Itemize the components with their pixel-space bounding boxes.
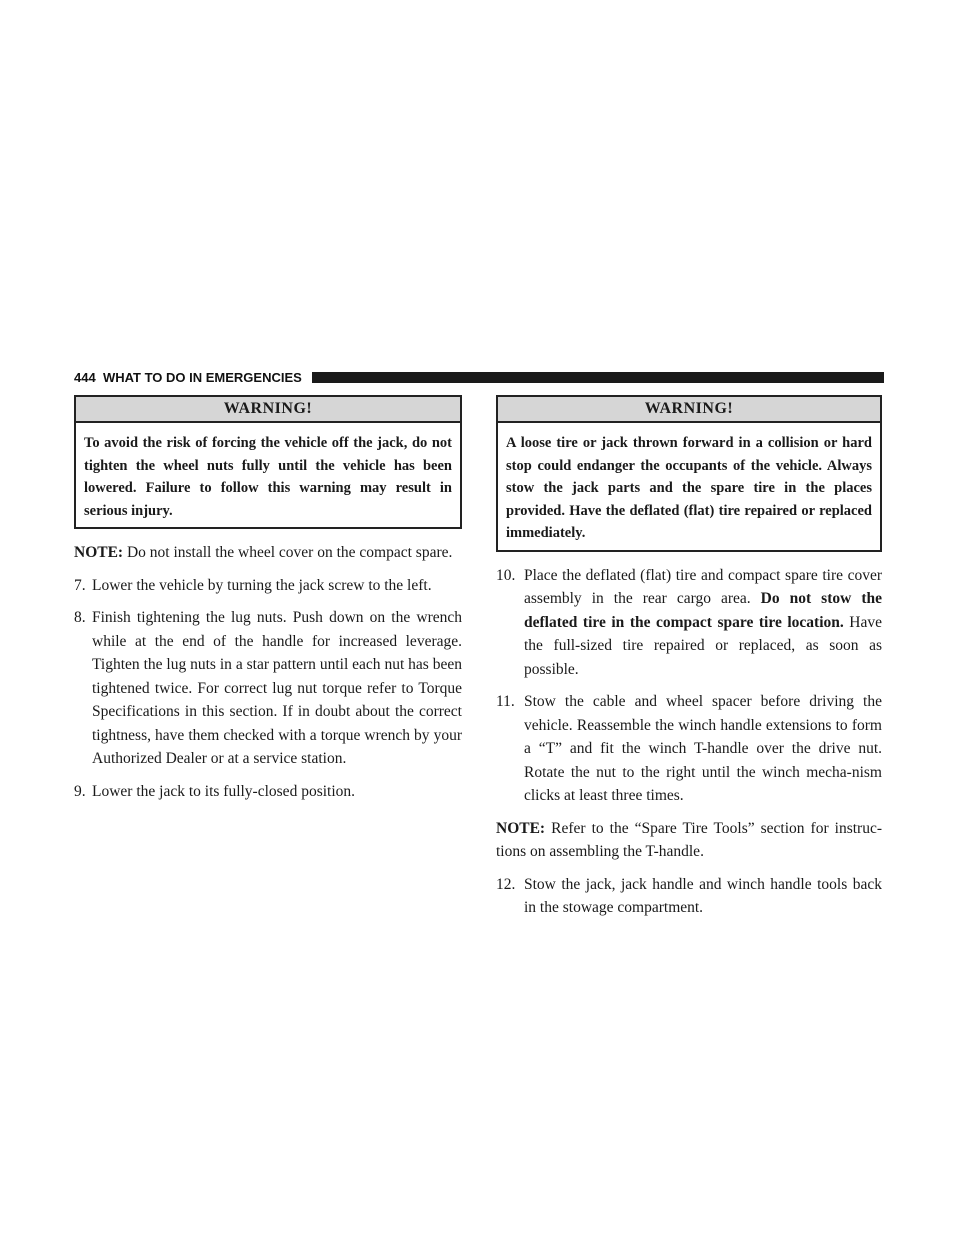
page-number: 444 bbox=[74, 370, 96, 385]
list-item bbox=[74, 780, 462, 804]
note-text: Refer to the “Spare Tire Tools” section for instruc-tions on assembling the T-handle. bbox=[496, 819, 883, 860]
note-label: NOTE: bbox=[74, 544, 124, 561]
step-number: 11. bbox=[496, 693, 515, 710]
step-number: 12. bbox=[496, 875, 516, 893]
step-text: Stow the jack, jack handle and winch handle tools back in the stowage compartment. bbox=[524, 875, 882, 916]
header-text bbox=[74, 371, 302, 385]
step-text bbox=[524, 564, 882, 682]
note-text: Do not install the wheel cover on the compact spare. bbox=[126, 544, 453, 561]
step-text: Lower the jack to its fully-closed position. bbox=[92, 782, 356, 800]
step-text-part: Place the deflated (flat) tire and compact spare tire cover assembly in the rear cargo area. bbox=[524, 566, 882, 607]
header-rule bbox=[312, 372, 884, 383]
list-item bbox=[74, 574, 462, 598]
list-item bbox=[496, 564, 882, 682]
warning-box bbox=[496, 395, 882, 552]
warning-title: WARNING! bbox=[498, 397, 880, 423]
warning-box bbox=[74, 395, 462, 529]
step-number: 7. bbox=[74, 576, 86, 594]
list-item bbox=[496, 873, 882, 920]
section-title: WHAT TO DO IN EMERGENCIES bbox=[102, 370, 302, 385]
list-item bbox=[496, 690, 882, 808]
note bbox=[74, 541, 462, 565]
step-text: Lower the vehicle by turning the jack screw to the left. bbox=[92, 576, 432, 594]
warning-title: WARNING! bbox=[76, 397, 460, 423]
step-number: 8. bbox=[74, 609, 86, 626]
page-header bbox=[74, 371, 884, 385]
step-number: 9. bbox=[74, 782, 86, 800]
step-text: Stow the cable and wheel spacer before driving the vehicle. Reassemble the winch handle extensions to form a “T” and fit the winch T-handle over the drive nut. Rotate the nut to the right until the winch mecha-nism clicks at least three times. bbox=[524, 693, 882, 804]
right-column bbox=[496, 395, 882, 929]
warning-text: A loose tire or jack thrown forward in a collision or hard stop could endanger the occupants of the vehicle. Always stow the jack parts and the spare tire in the places provided. Have the deflated (flat) tire repaired or replaced immediately. bbox=[506, 435, 872, 541]
left-column bbox=[74, 395, 462, 812]
warning-text: To avoid the risk of forcing the vehicle off the jack, do not tighten the wheel nuts fully until the vehicle has been lowered. Failure to follow this warning may result in serious injury. bbox=[84, 435, 452, 519]
note bbox=[496, 817, 882, 864]
step-text-part: Have the full-sized tire repaired or replaced, as soon as possible. bbox=[524, 613, 882, 678]
step-text: Finish tightening the lug nuts. Push down on the wrench while at the end of the handle for increased leverage. Tighten the lug nuts in a star pattern until each nut has been tightened twice. For correct lug nut torque refer to Torque Specifications in this section. If in doubt about the correct tightness, have them checked with a torque wrench by your Authorized Dealer or at a service station. bbox=[92, 609, 462, 767]
step-text-bold: Do not stow the deflated tire in the compact spare tire location. bbox=[524, 590, 882, 631]
note-label: NOTE: bbox=[496, 819, 546, 837]
step-number: 10. bbox=[496, 566, 516, 584]
list-item bbox=[74, 606, 462, 771]
